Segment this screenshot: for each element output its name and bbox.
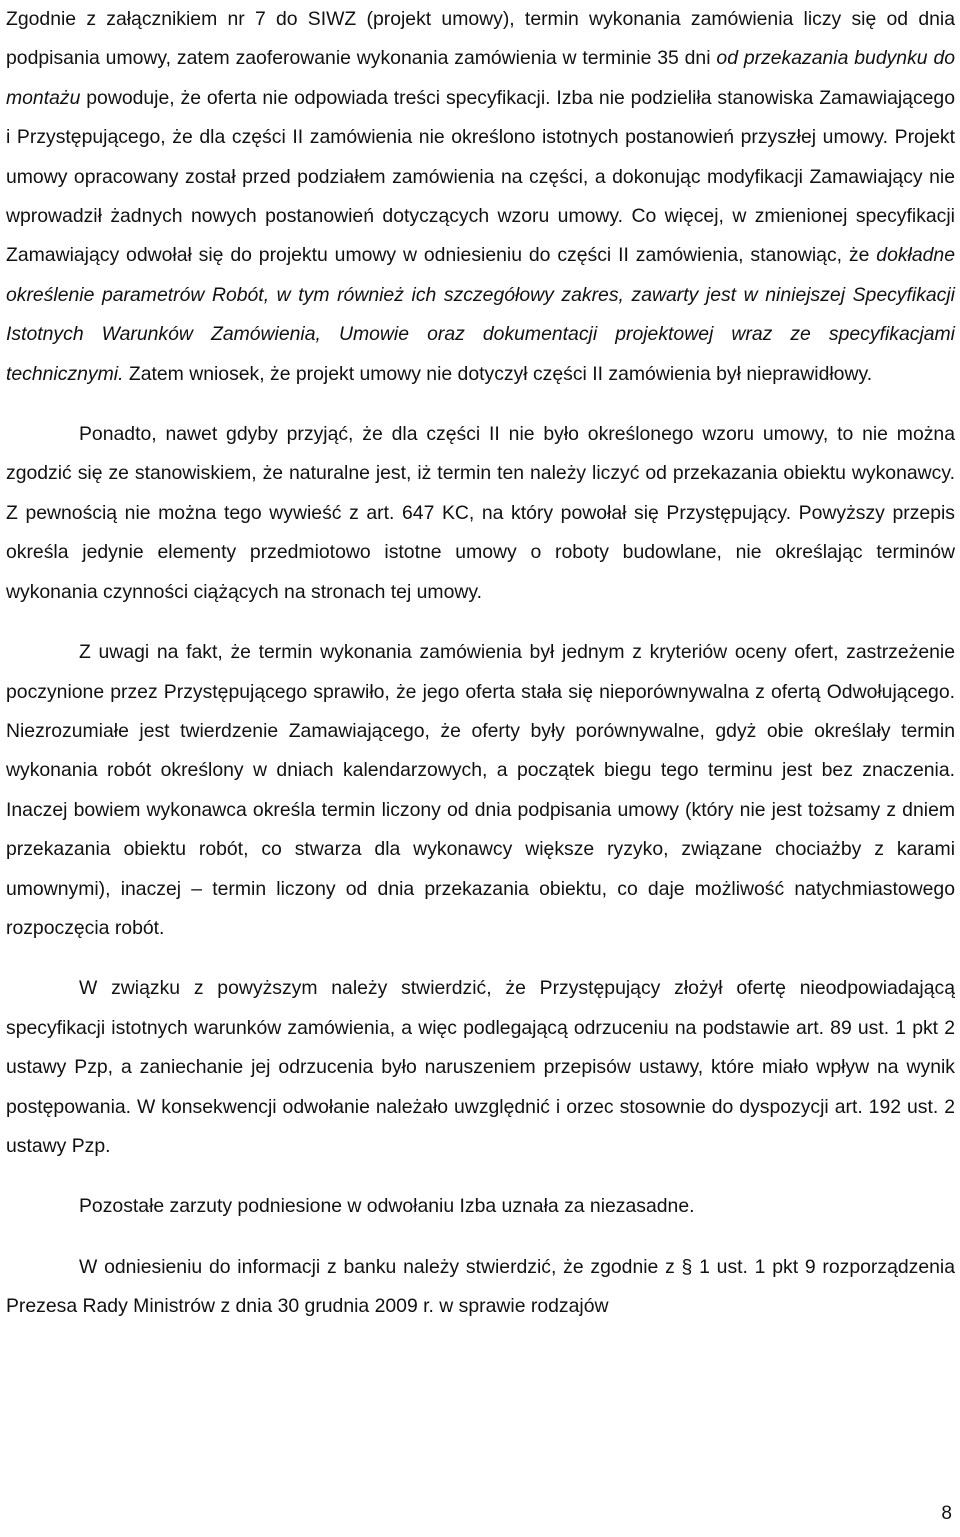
text-run: Zatem wniosek, że projekt umowy nie dotyczył części II zamówienia był nieprawidłowy. (123, 362, 873, 385)
text-run: W związku z powyższym należy stwierdzić, że Przystępujący złożył ofertę nieodpowiadającą specyfikacji istotnych warunków zamówienia, a więc podlegającą odrzuceniu na podstawie art. 89 ust. 1 pkt 2 ustawy Pzp, a zaniechanie jej odrzucenia było naruszeniem przepisów ustawy, które miało wpływ na wynik postępowania. W konsekwencji odwołanie należało uwzględnić i orzec stosownie do dyspozycji art. 192 ust. 2 ustawy Pzp. (6, 977, 955, 1157)
text-run: Ponadto, nawet gdyby przyjąć, że dla części II nie było określonego wzoru umowy, to nie można zgodzić się ze stanowiskiem, że naturalne jest, iż termin ten należy liczyć od przekazania obiektu wykonawcy. Z pewnością nie można tego wywieść z art. 647 KC, na który powołał się Przystępujący. Powyższy przepis określa jedynie elementy przedmiotowo istotne umowy o roboty budowlane, nie określając terminów wykonania czynności ciążących na stronach tej umowy. (6, 423, 955, 603)
italic-text: od przekazania budynku do montażu (6, 47, 956, 109)
paragraph-5 (6, 1187, 955, 1226)
paragraph-6 (6, 1248, 955, 1327)
italic-text: dokładne określenie parametrów Robót, w tym również ich szczegółowy zakres, zawarty jest w niniejszej Specyfikacji Istotnych Warunków Zamówienia, Umowie oraz dokumentacji projektowej wraz ze specyfikacjami technicznymi. (6, 244, 955, 385)
paragraph-2 (6, 415, 955, 612)
text-run: Pozostałe zarzuty podniesione w odwołaniu Izba uznała za niezasadne. (79, 1195, 695, 1218)
paragraph-4 (6, 969, 955, 1166)
paragraph-3 (6, 633, 955, 948)
text-run: Z uwagi na fakt, że termin wykonania zamówienia był jednym z kryteriów oceny ofert, zastrzeżenie poczynione przez Przystępującego sprawiło, że jego oferta stała się nieporównywalna z ofertą Odwołującego. Niezrozumiałe jest twierdzenie Zamawiającego, że oferty były porównywalne, gdyż obie określały termin wykonania robót określony w dniach kalendarzowych, a początek biegu tego terminu jest bez znaczenia. Inaczej bowiem wykonawca określa termin liczony od dnia podpisania umowy (który nie jest tożsamy z dniem przekazania obiektu robót, co stwarza dla wykonawcy większe ryzyko, związane chociażby z karami umownymi), inaczej – termin liczony od dnia przekazania obiektu, co daje możliwość natychmiastowego rozpoczęcia robót. (6, 641, 955, 939)
text-run: Zgodnie z załącznikiem nr 7 do SIWZ (projekt umowy), termin wykonania zamówienia liczy się od dnia podpisania umowy, zatem zaoferowanie wykonania zamówienia w terminie 35 dni (6, 8, 955, 70)
text-run: powoduje, że oferta nie odpowiada treści specyfikacji. Izba nie podzieliła stanowiska Zamawiającego i Przystępującego, że dla części II zamówienia nie określono istotnych postanowień przyszłej umowy. Projekt umowy opracowany został przed podziałem zamówienia na części, a dokonując modyfikacji Zamawiający nie wprowadził żadnych nowych postanowień dotyczących wzoru umowy. Co więcej, w zmienionej specyfikacji Zamawiający odwołał się do projektu umowy w odniesieniu do części II zamówienia, stanowiąc, że (6, 86, 955, 267)
paragraph-1 (6, 0, 955, 394)
document-page (6, 0, 955, 1327)
page-number: 8 (941, 1503, 952, 1524)
text-run: W odniesieniu do informacji z banku należy stwierdzić, że zgodnie z § 1 ust. 1 pkt 9 rozporządzenia Prezesa Rady Ministrów z dnia 30 grudnia 2009 r. w sprawie rodzajów (6, 1255, 955, 1318)
